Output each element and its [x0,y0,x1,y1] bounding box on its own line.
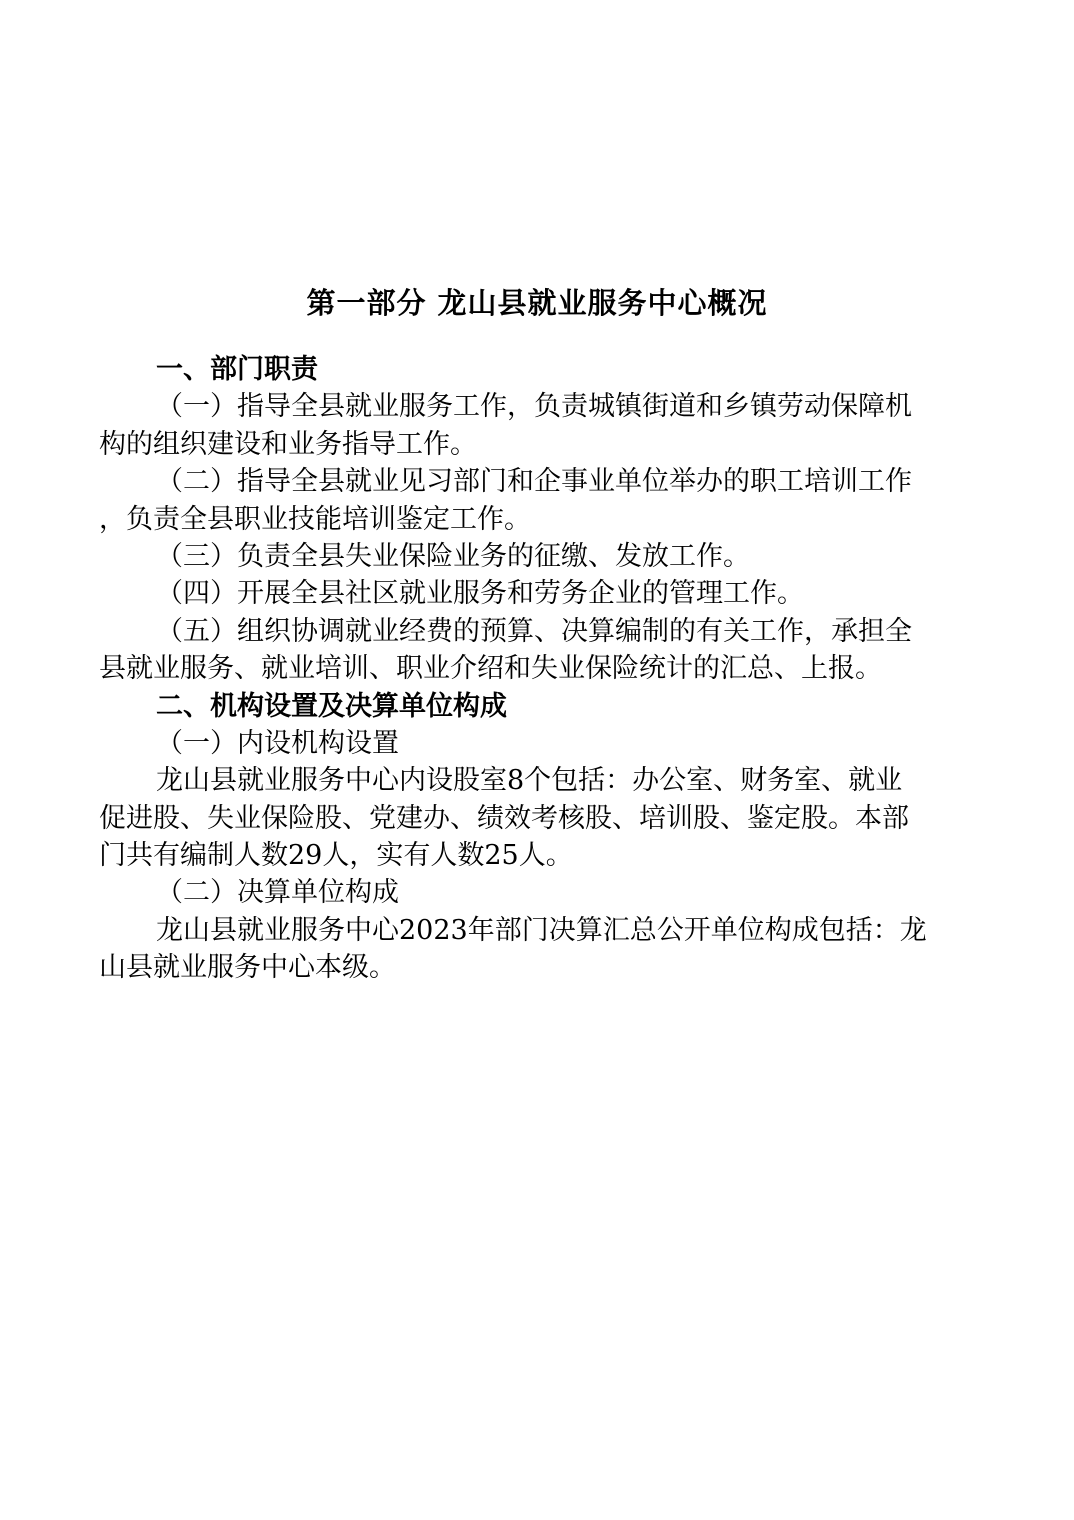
paragraph-line: 龙山县就业服务中心2023年部门决算汇总公开单位构成包括：龙 [156,914,927,946]
page-title: 第一部分 龙山县就业服务中心概况 [306,286,768,320]
section-heading-structure: 二、机构设置及决算单位构成 [156,690,507,722]
section-heading-duties: 一、部门职责 [156,354,318,385]
paragraph-line: （三）负责全县失业保险业务的征缴、发放工作。 [156,540,750,572]
duty-item-4 [99,575,967,612]
paragraph-line: 构的组织建设和业务指导工作。 [99,428,477,460]
units-paragraph [99,912,967,987]
paragraph-line: （二）指导全县就业见习部门和企事业单位举办的职工培训工作 [156,466,912,498]
paragraph-line: 促进股、失业保险股、党建办、绩效考核股、培训股、鉴定股。本部 [99,802,909,834]
duty-item-2 [99,463,967,538]
subsection-heading-units: （二）决算单位构成 [156,877,399,909]
paragraph-line: 门共有编制人数29人，实有人数25人。 [99,840,573,872]
paragraph-line: （四）开展全县社区就业服务和劳务企业的管理工作。 [156,578,804,610]
duty-item-5 [99,613,967,688]
paragraph-line: 山县就业服务中心本级。 [99,952,396,984]
paragraph-line: （一）指导全县就业服务工作，负责城镇街道和乡镇劳动保障机 [156,391,912,423]
duty-item-3 [99,538,967,575]
subsection-heading-internal: （一）内设机构设置 [156,727,399,759]
paragraph-line: 县就业服务、就业培训、职业介绍和失业保险统计的汇总、上报。 [99,653,882,685]
duty-item-1 [99,388,967,463]
document-body [99,351,967,987]
internal-structure-paragraph [99,762,967,874]
paragraph-line: （五）组织协调就业经费的预算、决算编制的有关工作，承担全 [156,615,912,647]
paragraph-line: 龙山县就业服务中心内设股室8个包括：办公室、财务室、就业 [156,765,903,797]
paragraph-line: ，负责全县职业技能培训鉴定工作。 [99,503,531,535]
